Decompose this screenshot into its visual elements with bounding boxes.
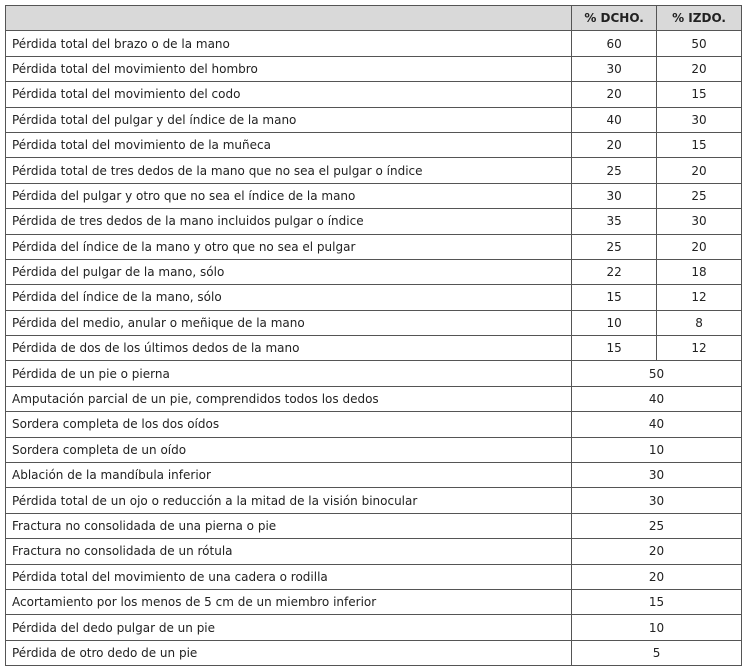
- merged-value: 20: [572, 539, 742, 564]
- dcho-value: 20: [572, 82, 657, 107]
- row-label: Pérdida del índice de la mano y otro que no sea el pulgar: [6, 234, 572, 259]
- table-row: [6, 463, 742, 488]
- row-label: Fractura no consolidada de un rótula: [6, 539, 572, 564]
- izdo-value: 8: [657, 310, 742, 335]
- row-label: Pérdida del índice de la mano, sólo: [6, 285, 572, 310]
- disability-percentage-table: [5, 5, 742, 666]
- row-label: Pérdida del pulgar y otro que no sea el índice de la mano: [6, 183, 572, 208]
- row-label: Pérdida del pulgar de la mano, sólo: [6, 259, 572, 284]
- row-label: Pérdida total del movimiento del codo: [6, 82, 572, 107]
- merged-value: 15: [572, 589, 742, 614]
- izdo-value: 12: [657, 285, 742, 310]
- table-row: [6, 82, 742, 107]
- izdo-value: 25: [657, 183, 742, 208]
- dcho-value: 25: [572, 234, 657, 259]
- row-label: Ablación de la mandíbula inferior: [6, 463, 572, 488]
- dcho-value: 25: [572, 158, 657, 183]
- table-row: [6, 437, 742, 462]
- dcho-value: 15: [572, 285, 657, 310]
- header-label: [6, 6, 572, 31]
- table-row: [6, 234, 742, 259]
- table-row: [6, 132, 742, 157]
- dcho-value: 30: [572, 56, 657, 81]
- row-label: Pérdida total de tres dedos de la mano que no sea el pulgar o índice: [6, 158, 572, 183]
- header-dcho: % DCHO.: [572, 6, 657, 31]
- row-label: Pérdida de otro dedo de un pie: [6, 640, 572, 665]
- merged-value: 10: [572, 615, 742, 640]
- izdo-value: 30: [657, 209, 742, 234]
- table-row: [6, 31, 742, 56]
- row-label: Acortamiento por los menos de 5 cm de un miembro inferior: [6, 589, 572, 614]
- table-row: [6, 285, 742, 310]
- row-label: Pérdida del medio, anular o meñique de la mano: [6, 310, 572, 335]
- dcho-value: 20: [572, 132, 657, 157]
- row-label: Pérdida total del pulgar y del índice de la mano: [6, 107, 572, 132]
- merged-value: 5: [572, 640, 742, 665]
- table-row: [6, 412, 742, 437]
- table-row: [6, 361, 742, 386]
- header-row: [6, 6, 742, 31]
- dcho-value: 22: [572, 259, 657, 284]
- table-row: [6, 539, 742, 564]
- izdo-value: 12: [657, 336, 742, 361]
- row-label: Sordera completa de los dos oídos: [6, 412, 572, 437]
- table-row: [6, 336, 742, 361]
- izdo-value: 30: [657, 107, 742, 132]
- merged-value: 40: [572, 386, 742, 411]
- merged-value: 20: [572, 564, 742, 589]
- izdo-value: 20: [657, 56, 742, 81]
- merged-value: 50: [572, 361, 742, 386]
- table-row: [6, 56, 742, 81]
- table-row: [6, 513, 742, 538]
- merged-value: 30: [572, 463, 742, 488]
- row-label: Pérdida de un pie o pierna: [6, 361, 572, 386]
- merged-value: 30: [572, 488, 742, 513]
- row-label: Pérdida total de un ojo o reducción a la mitad de la visión binocular: [6, 488, 572, 513]
- izdo-value: 20: [657, 158, 742, 183]
- izdo-value: 15: [657, 82, 742, 107]
- dcho-value: 40: [572, 107, 657, 132]
- izdo-value: 20: [657, 234, 742, 259]
- merged-value: 40: [572, 412, 742, 437]
- table-row: [6, 183, 742, 208]
- row-label: Pérdida total del brazo o de la mano: [6, 31, 572, 56]
- table-row: [6, 386, 742, 411]
- dcho-value: 35: [572, 209, 657, 234]
- izdo-value: 15: [657, 132, 742, 157]
- table-row: [6, 209, 742, 234]
- dcho-value: 10: [572, 310, 657, 335]
- izdo-value: 50: [657, 31, 742, 56]
- header-izdo: % IZDO.: [657, 6, 742, 31]
- row-label: Fractura no consolidada de una pierna o pie: [6, 513, 572, 538]
- row-label: Pérdida total del movimiento de una cadera o rodilla: [6, 564, 572, 589]
- merged-value: 10: [572, 437, 742, 462]
- row-label: Sordera completa de un oído: [6, 437, 572, 462]
- dcho-value: 60: [572, 31, 657, 56]
- row-label: Pérdida total del movimiento de la muñeca: [6, 132, 572, 157]
- row-label: Pérdida total del movimiento del hombro: [6, 56, 572, 81]
- table-row: [6, 259, 742, 284]
- table-row: [6, 589, 742, 614]
- row-label: Pérdida del dedo pulgar de un pie: [6, 615, 572, 640]
- merged-value: 25: [572, 513, 742, 538]
- row-label: Pérdida de dos de los últimos dedos de la mano: [6, 336, 572, 361]
- table-row: [6, 615, 742, 640]
- table-row: [6, 564, 742, 589]
- row-label: Pérdida de tres dedos de la mano incluidos pulgar o índice: [6, 209, 572, 234]
- table-row: [6, 488, 742, 513]
- table-row: [6, 158, 742, 183]
- table-row: [6, 310, 742, 335]
- dcho-value: 30: [572, 183, 657, 208]
- izdo-value: 18: [657, 259, 742, 284]
- table-row: [6, 640, 742, 665]
- row-label: Amputación parcial de un pie, comprendidos todos los dedos: [6, 386, 572, 411]
- dcho-value: 15: [572, 336, 657, 361]
- table-row: [6, 107, 742, 132]
